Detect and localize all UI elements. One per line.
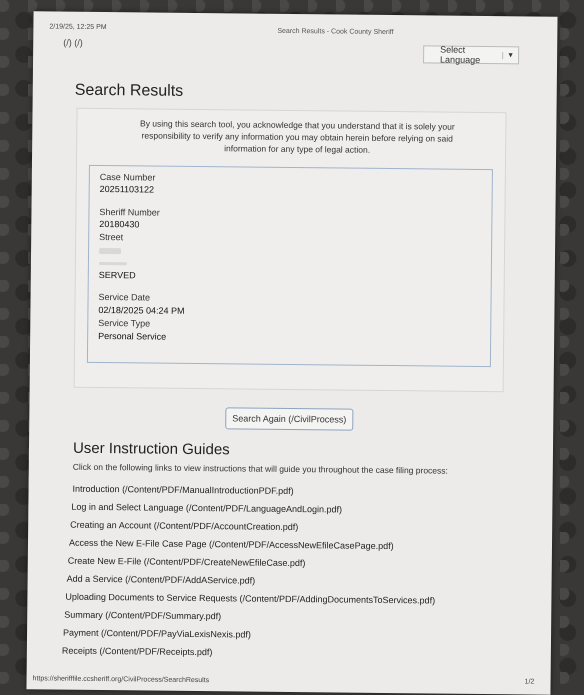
redacted-street-value xyxy=(99,248,121,254)
service-type-value: Personal Service xyxy=(98,330,167,342)
case-number-value: 20251103122 xyxy=(99,183,155,195)
sheriff-number-label: Sheriff Number xyxy=(99,206,160,218)
status-value: SERVED xyxy=(98,269,136,281)
guide-link-upload-documents[interactable]: Uploading Documents to Service Requests (/Content/PDF/AddingDocumentsToServices.pdf) xyxy=(65,591,436,606)
print-page-number: 1/2 xyxy=(524,678,535,686)
guides-intro: Click on the following links to view instructions that will guide you throughout the case filing process: xyxy=(72,461,448,476)
redacted-status-label xyxy=(99,262,127,265)
search-again-button[interactable]: Search Again (/CivilProcess) xyxy=(225,407,353,430)
page-title: Search Results xyxy=(74,81,184,100)
print-date: 2/19/25, 12:25 PM xyxy=(49,23,107,32)
guide-link-receipts[interactable]: Receipts (/Content/PDF/Receipts.pdf) xyxy=(61,645,213,658)
printed-page xyxy=(26,11,557,694)
guide-link-payment[interactable]: Payment (/Content/PDF/PayViaLexisNexis.pdf) xyxy=(63,627,252,640)
guide-link-access-efile[interactable]: Access the New E-File Case Page (/Content/PDF/AccessNewEfileCasePage.pdf) xyxy=(68,537,394,552)
case-number-label: Case Number xyxy=(99,171,156,183)
guide-link-login[interactable]: Log in and Select Language (/Content/PDF/LanguageAndLogin.pdf) xyxy=(71,501,343,515)
print-title: Search Results - Cook County Sheriff xyxy=(277,27,394,37)
language-select-label: Select Language xyxy=(440,44,481,65)
street-label: Street xyxy=(99,231,124,243)
header-links[interactable]: (/) (/) xyxy=(63,37,83,48)
service-date-label: Service Date xyxy=(98,291,151,303)
service-type-label: Service Type xyxy=(98,317,151,329)
guide-link-summary[interactable]: Summary (/Content/PDF/Summary.pdf) xyxy=(64,609,222,622)
service-date-value: 02/18/2025 04:24 PM xyxy=(98,304,185,316)
print-footer-url: https://sherifffile.ccsheriff.org/CivilProcess/SearchResults xyxy=(32,675,210,685)
disclaimer-text: By using this search tool, you acknowledge that you understand that it is solely your responsibility to verify any information you may obtain herein before relying on said information for any type of legal action. xyxy=(139,118,455,155)
guides-heading: User Instruction Guides xyxy=(72,439,230,459)
guide-link-introduction[interactable]: Introduction (/Content/PDF/ManualIntroductionPDF.pdf) xyxy=(72,483,294,497)
sheriff-number-value: 20180430 xyxy=(99,218,140,230)
results-panel xyxy=(74,108,507,392)
guide-link-add-service[interactable]: Add a Service (/Content/PDF/AddAService.pdf) xyxy=(66,573,256,586)
language-select[interactable] xyxy=(423,45,519,64)
guide-link-account-creation[interactable]: Creating an Account (/Content/PDF/AccountCreation.pdf) xyxy=(70,519,299,533)
result-record xyxy=(87,165,493,367)
guide-link-create-efile[interactable]: Create New E-File (/Content/PDF/CreateNewEfileCase.pdf) xyxy=(67,555,306,569)
chevron-down-icon: ▼ xyxy=(502,52,514,59)
